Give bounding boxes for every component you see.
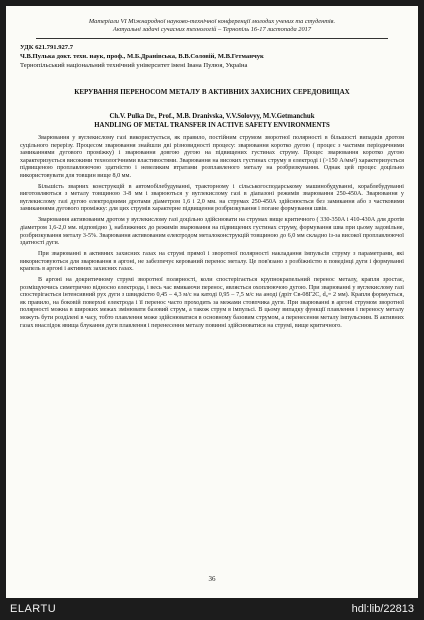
authors: Ч.В.Пулька докт. техн. наук, проф., М.Б.Дранівська, В.В.Соловій, М.В.Гетманчук [20,53,264,60]
english-heading [28,113,396,130]
footer-handle-link[interactable]: hdl:lib/22813 [351,603,414,615]
document-page [6,6,418,598]
paper-title-english: HANDLING OF METAL TRANSFER IN ACTIVE SAFETY ENVIRONMENTS [94,121,330,129]
footer-repository-label: ELARTU [10,603,57,615]
paragraph: В аргоні на докритичному струмі зворотної полярності, коли спостерігається крупнокрапельний перенос металу, крапля зростає, розміщуючись симетрично відносно електрода, і весь час вмикаючи перенос, являється охоплюючою дугою. При зварюванні у вуглекислому газі спостерігається інтенсивний рух дуги з швидкістю 0,45 – 4,3 м/с на катоді 0,95 – 7,5 м/с на аноді (дріт Св-08Г2С, d₀= 2 мм). Крапля формується, як правило, на боковій поверхні електрода і її перенос часто проходить за межами стовпчика дуги. При зварюванні в аргоні струмом зворотної полярності можна в широких межах змінювати базовий струм, а також струм в імпульсі. В цьому випадку функції плавлення і переносу металу можуть бути розділені в часу, тобто плавлення може здійснюватися в основному базовим струмом, а перенесення металу імпульсним. В активних газах внаслідок явища блукання дуги плавлення і перенесення металу повинні здійснюватися на струмі, вище критичного. [20,277,404,329]
paragraph: Зварювання активованим дротом у вуглекислому газі доцільно здійснювати на струмах вище критичного ( 330-350А і 410-430А для дротів діаметром 1,6-2,0 мм. відповідно ), наближених до режимів зварювання на підвищених густинах струму, формування шва при цьому задовільне, розбризкування металу 3-5%. Зварювання активованим електродом металоконструкцій товщиною до 6,0 мм складно із-за високої проплавлюючої здатності дуги. [20,217,404,247]
paragraph: Зварювання у вуглекислому газі використується, як правило, постійним струмом зворотної полярності в більшості випадків дротом суцільного перерізу. Процесом зварювання знайшли дві різновидності процесу: зварювання коротко дугою ( процес з частими періодичними замиканнями дугового проміжку) і зварювання довгою дугою на підвищених густинах струму. Процес зварювання коротко дугою характеризується високими технологічними властивостями. Зварювання на високих густинах струму в електроді і (>150 А/мм²) характеризується підвищеною проплавлюючою здатністю і невеликим втратами розплавленого металу на розбризкування. Однак цей процес доцільно використовувати для товщин вище 8,0 мм. [20,135,404,179]
udk-code: УДК 621.791.927.7 [20,44,74,51]
affiliation: Тернопільський національний технічний університет імені Івана Пулюя, Україна [20,62,248,69]
header-divider [36,38,388,39]
paper-title: КЕРУВАННЯ ПЕРЕНОСОМ МЕТАЛУ В АКТИВНИХ ЗАХИСНИХ СЕРЕДОВИЩАХ [74,88,350,96]
conference-header [24,18,400,34]
paragraph: Більшість зварних конструкцій в автомобілебудуванні, тракторному і сільськогосподарському машинобудуванні, кораблебудуванні виготовляються з металу товщиною 3-8 мм і зварюються у вуглекислому газі в діапазоні режимів зварювання 250-450А. Зварювання у вуглекислому газі дугою електродними дротами діаметром 1,6 і 2,0 мм. на струмах 250-450А здійснюється без замикання або з частковими замиканнями дугового проміжку: для цих струмів характерне підвищення розбризкування і погане формування швів. [20,183,404,213]
paragraph: При зварюванні в активних захисних газах на струмі прямої і зворотної полярності накладання імпульсів струму з параметрами, які використовуються для зварювання в аргоні, не забезпечує керований перенос металу. Це пов'язано з розбіжністю в поведінці дуги і формуванні крапель в аргоні і активних захисних газах. [20,251,404,273]
header-line-1: Матеріали VI Міжнародної науково-технічної конференції молодих учених та студентів. [88,18,336,25]
header-line-2: Актуальні задачі сучасних технологій – Тернопіль 16-17 листопада 2017 [112,26,312,33]
authors-english: Ch.V. Pulka Dr., Prof., M.B. Dranivska, V.V.Solovyy, M.V.Getmanchuk [109,113,315,120]
page-number: 36 [208,575,216,583]
body-text [20,135,404,330]
